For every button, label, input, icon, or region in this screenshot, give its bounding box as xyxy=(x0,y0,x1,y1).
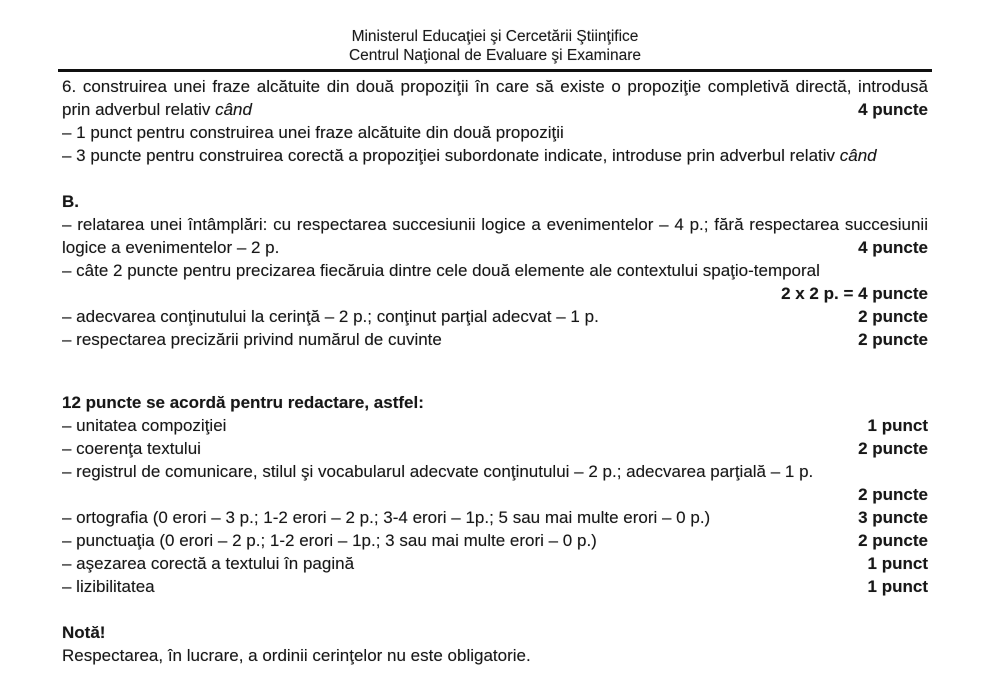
points-value: 2 puncte xyxy=(858,439,928,458)
redactare-item-coerenta xyxy=(62,437,928,460)
center-name: Centrul Naţional de Evaluare şi Examinare xyxy=(348,47,642,64)
section-b-label: B. xyxy=(62,192,79,211)
redactare-heading: 12 puncte se acordă pentru redactare, astfel: xyxy=(62,393,424,412)
redactare-item-unitate xyxy=(62,414,928,437)
header-rule xyxy=(58,69,932,72)
item6-text: 6. construirea unei fraze alcătuite din două propoziţii în care să existe o propoziţie completivă directă, introdusă prin adverbul relativ xyxy=(62,77,928,119)
points-value: 4 puncte xyxy=(858,238,928,257)
points-value: 2 puncte xyxy=(858,485,928,504)
section-b-item-context xyxy=(62,259,928,305)
note-text: Respectarea, în lucrare, a ordinii cerinţelor nu este obligatorie. xyxy=(62,646,531,665)
rubric-text: – lizibilitatea xyxy=(62,577,155,596)
rubric-text: – punctuaţia (0 erori – 2 p.; 1-2 erori – 1p.; 3 sau mai multe erori – 0 p.) xyxy=(62,531,597,550)
section-b-item-numar-cuvinte xyxy=(62,328,928,351)
points-value: 2 puncte xyxy=(858,307,928,326)
redactare-item-asezare xyxy=(62,552,928,575)
document-header xyxy=(62,27,928,65)
section-b-item-adecvare xyxy=(62,305,928,328)
rubric-text: – respectarea precizării privind numărul de cuvinte xyxy=(62,330,442,349)
points-value: 2 puncte xyxy=(858,531,928,550)
item6-criterion-2-italic-word: când xyxy=(839,146,877,165)
item6-criterion-1: – 1 punct pentru construirea unei fraze alcătuite din două propoziţii xyxy=(62,123,564,142)
points-value: 1 punct xyxy=(867,416,928,435)
item6-criterion-2-text: – 3 puncte pentru construirea corectă a propoziţiei subordonate indicate, introduse prin adverbul relativ xyxy=(62,146,840,165)
section-b-item-relatare xyxy=(62,213,928,259)
rubric-text: – coerenţa textului xyxy=(62,439,201,458)
note-heading: Notă! xyxy=(62,623,106,642)
rubric-text: – registrul de comunicare, stilul şi vocabularul adecvate conţinutului – 2 p.; adecvarea parţială – 1 p. xyxy=(62,462,814,481)
redactare-item-lizibilitate xyxy=(62,575,928,598)
rubric-text: – aşezarea corectă a textului în pagină xyxy=(62,554,355,573)
spacer xyxy=(62,351,928,391)
rubric-text: – adecvarea conţinutului la cerinţă – 2 p.; conţinut parţial adecvat – 1 p. xyxy=(62,307,599,326)
points-value: 2 puncte xyxy=(858,330,928,349)
redactare-item-ortografie xyxy=(62,506,928,529)
spacer xyxy=(62,598,928,621)
item6-points: 4 puncte xyxy=(858,100,928,119)
points-value: 3 puncte xyxy=(858,508,928,527)
rubric-text: – relatarea unei întâmplări: cu respectarea succesiunii logice a evenimentelor – 4 p.; fără respectarea succesiunii logice a evenimentelor – 2 p. xyxy=(62,215,928,257)
rubric-text: – câte 2 puncte pentru precizarea fiecăruia dintre cele două elemente ale contextului spaţio-temporal xyxy=(62,261,820,280)
rubric-text: – unitatea compoziţiei xyxy=(62,416,227,435)
item6-criterion-2 xyxy=(62,144,928,167)
item6-italic-word: când xyxy=(215,100,252,119)
redactare-item-registru xyxy=(62,460,928,483)
spacer xyxy=(62,167,928,190)
item6-paragraph xyxy=(62,75,928,121)
document-body xyxy=(62,75,928,667)
points-value: 2 x 2 p. = 4 puncte xyxy=(781,284,928,303)
points-value: 1 punct xyxy=(867,554,928,573)
ministry-name: Ministerul Educaţiei şi Cercetării Ştiinţifice xyxy=(351,28,639,45)
rubric-text: – ortografia (0 erori – 3 p.; 1-2 erori – 2 p.; 3-4 erori – 1p.; 5 sau mai multe erori – 0 p.) xyxy=(62,508,711,527)
redactare-item-punctuatie xyxy=(62,529,928,552)
points-value: 1 punct xyxy=(867,577,928,596)
